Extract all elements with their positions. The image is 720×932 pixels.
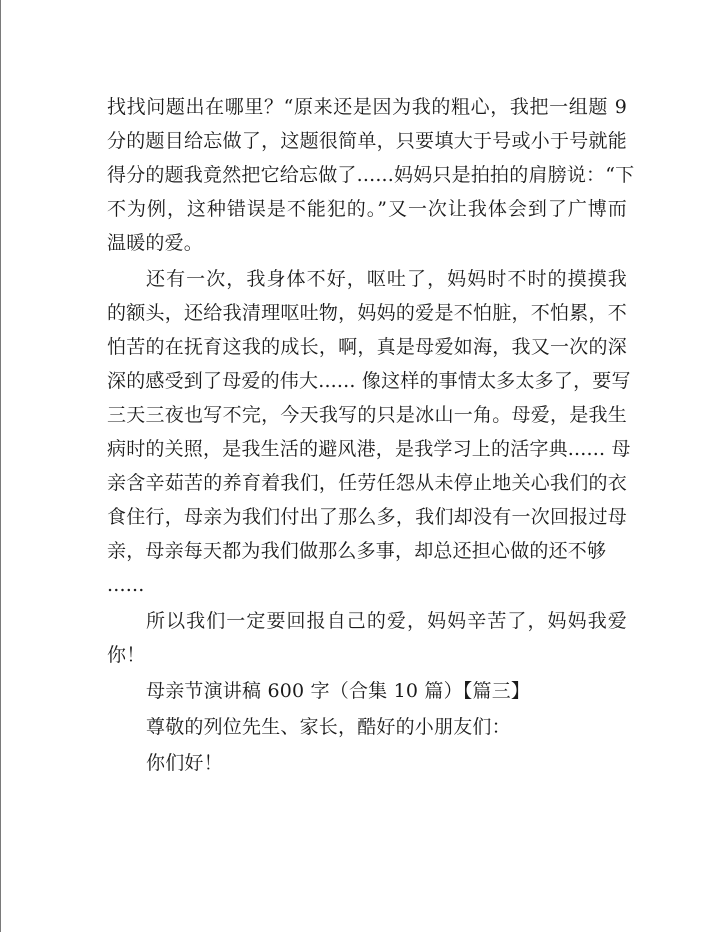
text-line: 深的感受到了母爱的伟大...... 像这样的事情太多太多了，要写 (107, 370, 631, 392)
text-line: 分的题目给忘做了，这题很简单，只要填大于号或小于号就能 (107, 130, 627, 152)
section-heading: 母亲节演讲稿 600 字（合集 10 篇）【篇三】 (146, 680, 531, 702)
text-line: 怕苦的在抚育这我的成长，啊，真是母爱如海，我又一次的深 (107, 336, 627, 358)
text-line: 得分的题我竟然把它给忘做了......妈妈只是拍拍的肩膀说：“下 (107, 164, 635, 186)
text-line: 找找问题出在哪里？“原来还是因为我的粗心，我把一组题 9 (107, 96, 627, 118)
greeting-line: 你们好！ (146, 752, 223, 774)
paragraph-start-line: 所以我们一定要回报自己的爱，妈妈辛苦了，妈妈我爱 (146, 610, 627, 632)
text-line: 温暖的爱。 (107, 232, 204, 254)
paragraph-start-line: 还有一次，我身体不好，呕吐了，妈妈时不时的摸摸我 (146, 268, 627, 290)
document-body (107, 90, 635, 780)
text-line: 不为例，这种错误是不能犯的。”又一次让我体会到了广博而 (107, 198, 627, 220)
greeting-line: 尊敬的列位先生、家长，酷好的小朋友们： (146, 716, 511, 738)
text-line: 三天三夜也写不完，今天我写的只是冰山一角。母爱，是我生 (107, 404, 627, 426)
text-line: 食住行，母亲为我们付出了那么多，我们却没有一次回报过母 (107, 506, 627, 528)
text-line: 亲含辛茹苦的养育着我们，任劳任怨从未停止地关心我们的衣 (107, 472, 627, 494)
text-line: 亲，母亲每天都为我们做那么多事，却总还担心做的还不够 (107, 540, 607, 562)
text-line: 的额头，还给我清理呕吐物，妈妈的爱是不怕脏，不怕累，不 (107, 302, 627, 324)
text-line: 你！ (107, 644, 146, 666)
text-line: 病时的关照，是我生活的避风港，是我学习上的活字典...... 母 (107, 438, 631, 460)
text-line: ...... (107, 574, 145, 596)
